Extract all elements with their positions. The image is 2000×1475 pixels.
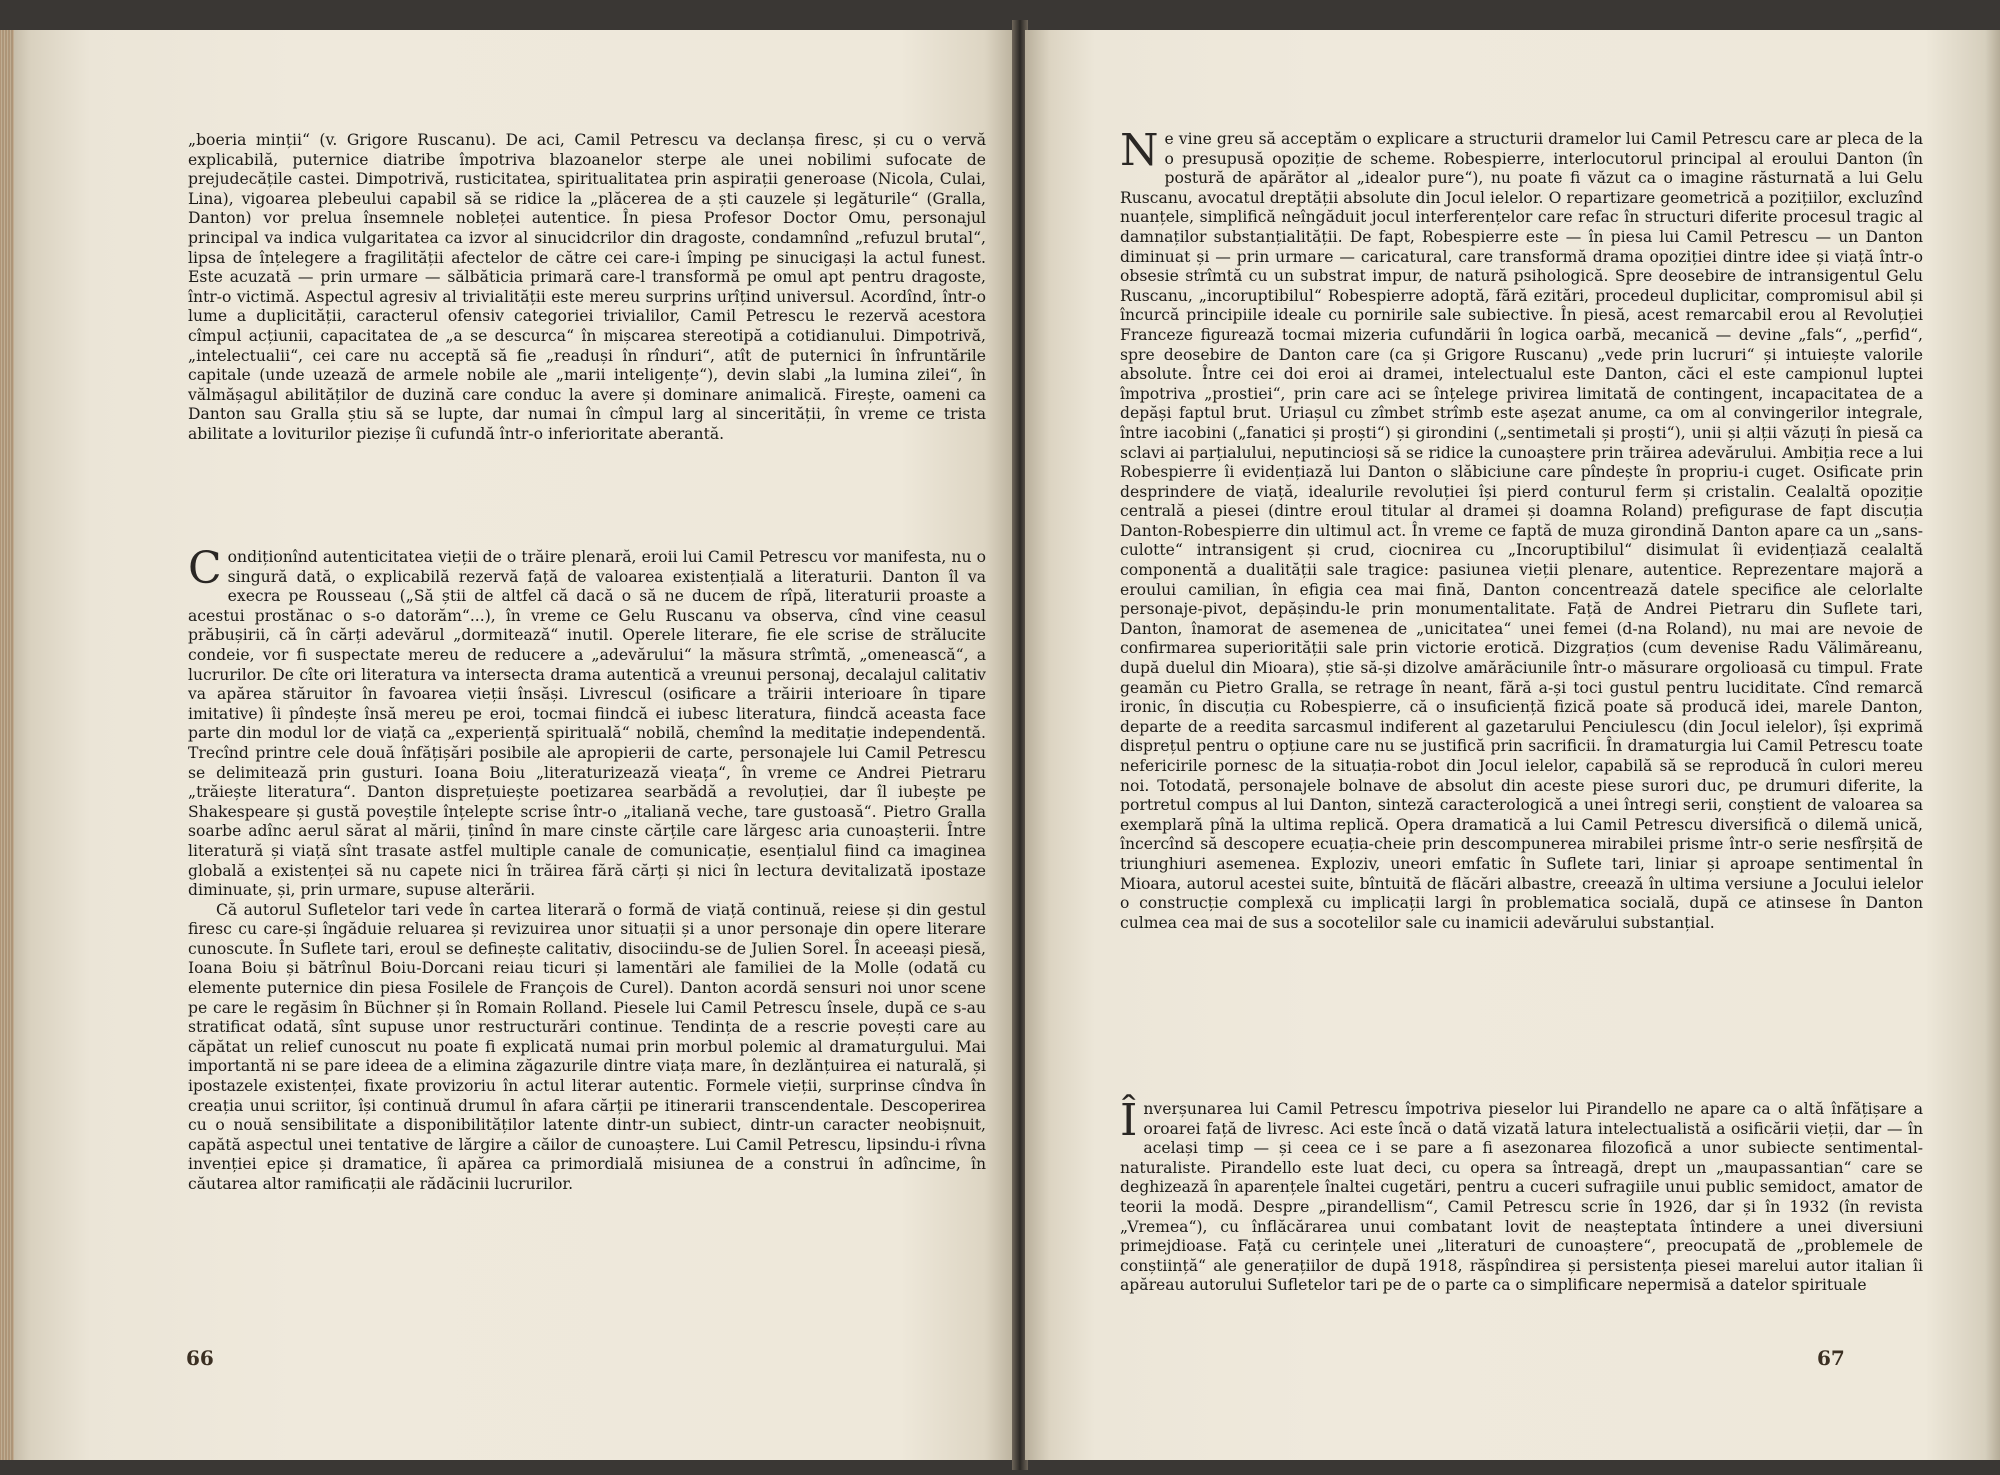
left-paragraph-2 — [188, 543, 986, 901]
right-paragraph-1 — [1120, 125, 1923, 933]
left-text-block-1 — [188, 131, 986, 445]
drop-cap-c: C — [188, 543, 222, 594]
right-text-block-2 — [1120, 1095, 1923, 1296]
right-page — [1025, 30, 2000, 1460]
right-paragraph-2 — [1120, 1095, 1923, 1296]
right-text-block-1 — [1120, 125, 1923, 933]
drop-cap-i: Î — [1120, 1095, 1138, 1146]
right-paragraph-2-text: nverșunarea lui Camil Petrescu împotriva pieselor lui Pirandello ne apare ca o altă înfățișare a oroarei față de livresc. Aci este încă o dată vizată latura intelectualistă a osificării vieții, dar — în același timp — și ceea ce i se pare a fi asezonarea filozofică a unor subiecte sentimental-naturaliste. Pirandello este luat deci, cu opera sa întreagă, drept un „maupassantian“ care se deghizează în aparențele înaltei cugetări, pentru a cuceri sufragiile unui public semidoct, amator de teorii la modă. Despre „pirandellism“, Camil Petrescu scrie în 1926, dar și în 1932 (în revista „Vremea“), cu înflăcărarea unui combatant lovit de neașteptata întindere a unei diversiuni primejdioase. Față cu cerințele unei „literaturi de cunoaștere“, preocupată de „problemele de conștiință“ ale generațiilor de după 1918, răspîndirea și persistența piesei marelui autor italian îi apăreau autorului Sufletelor tari pe de o parte ca o simplificare nepermisă a datelor spirituale — [1120, 1100, 1923, 1295]
left-paragraph-2-text: ondiționînd autenticitatea vieții de o trăire plenară, eroii lui Camil Petrescu vor manifesta, nu o singură dată, o explicabilă rezervă față de valoarea existențială a literaturii. Danton îl va execra pe Rousseau („Să știi de altfel că dacă o să ne ducem de rîpă, literaturii proaste a acestui prostănac o s-o datorăm“...), în vreme ce Gelu Ruscanu va observa, cînd vine ceasul prăbușirii, că în cărți adevărul „dormitează“ inutil. Operele literare, fie ele scrise de strălucite condeie, vor fi suspectate mereu de reducere a „adevărului“ la măsura strîmtă, „omenească“, a lucrurilor. De cîte ori literatura va intersecta drama autentică a vreunui personaj, decalajul calitativ va apărea stăruitor în favoarea vieții însăși. Livrescul (osificare a trăirii interioare în tipare imitative) îi pîndește însă mereu pe eroi, tocmai fiindcă ei iubesc literatura, fiindcă aceasta face parte din modul lor de viață ca „experiență spirituală“ nobilă, chemînd la meditație independentă. Trecînd printre cele două înfățișări posibile ale apropierii de carte, personajele lui Camil Petrescu se delimitează prin gusturi. Ioana Boiu „literaturizează vieața“, în vreme ce Andrei Pietraru „trăiește literatura“. Danton disprețuiește poetizarea searbădă a revoluției, dar îl iubește pe Shakespeare și gustă poveștile înțelepte scrise într-o „italiană veche, tare gustoasă“. Pietro Gralla soarbe adînc aerul sărat al mării, ținînd în mare cinste cărțile care lărgesc aria cunoașterii. Între literatură și viață sînt trasate astfel multiple canale de comunicație, esențialul fiind ca imaginea globală a existenței să nu capete nici în trăirea fără cărți și nici în lectura devitalizată ipostaze diminuate, și, prin urmare, supuse alterării. — [188, 548, 986, 900]
left-text-block-2 — [188, 543, 986, 1195]
right-paragraph-1-text: e vine greu să acceptăm o explicare a structurii dramelor lui Camil Petrescu care ar pleca de la o presupusă opoziție de scheme. Robespierre, interlocutorul principal al eroului Danton (în postură de apărător al „idealor pure“), nu poate fi văzut ca o imagine răsturnată a lui Gelu Ruscanu, avocatul dreptății absolute din Jocul ielelor. O repartizare geometrică a pozițiilor, excluzînd nuanțele, simplifică neîngăduit jocul interferențelor care refac în structuri diferite procesul tragic al damnaților substanțialității. De fapt, Robespierre este — în piesa lui Camil Petrescu — un Danton diminuat și — prin urmare — caricatural, care transformă drama opoziției dintre idee și viață într-o obsesie strîmtă cu un substrat impur, de natură psihologică. Spre deosebire de intransigentul Gelu Ruscanu, „incoruptibilul“ Robespierre adoptă, fără ezitări, procedeul duplicitar, compromisul abil și încurcă principiile ideale cu pornirile sale subiective. În piesă, acest remarcabil erou al Revoluției Franceze figurează tocmai mizeria cufundării în logica oarbă, mecanică — devine „fals“, „perfid“, spre deosebire de Danton care (ca și Grigore Ruscanu) „vede prin lucruri“ și intuiește valorile absolute. Între cei doi eroi ai dramei, intelectualul este Danton, căci el este campionul luptei împotriva „prostiei“, prin care aci se înțelege privirea limitată de contingent, incapacitatea de a depăși faptul brut. Uriașul cu zîmbet strîmb este așezat anume, ca om al convingerilor integrale, între iacobini („fanatici și proști“) și girondini („sentimetali și proști“), unii și alții văzuți în piesă ca sclavi ai parțialului, neputincioși să se ridice la cunoaștere prin trăirea adevărului. Ambiția rece a lui Robespierre îi evidențiază lui Danton o slăbiciune care pîndește în propriu-i cuget. Osificate prin desprindere de viață, idealurile revoluției își pierd conturul ferm și cristalin. Cealaltă opoziție centrală a piesei (dintre eroul titular al dramei și doamna Roland) prefigurase de fapt discuția Danton-Robespierre din ultimul act. În vreme ce faptă de muza girondină Danton apare ca un „sans-culotte“ intransigent și crud, ciocnirea cu „Incoruptibilul“ disimulat îi evidențiază cealaltă componentă a dualității sale tragice: pasiunea vieții plenare, autentice. Reprezentare majoră a eroului camilian, în efigia cea mai fină, Danton concentrează datele specifice ale celorlalte personaje-pivot, depășindu-le prin monumentalitate. Față de Andrei Pietraru din Suflete tari, Danton, înamorat de asemenea de „unicitatea“ unei femei (d-na Roland), nu mai are nevoie de confirmarea superiorității sale prin victorie erotică. Dizgrațios (cum devenise Radu Vălimăreanu, după duelul din Mioara), știe să-și dizolve amărăciunile într-o măsurare orgolioasă cu timpul. Frate geamăn cu Pietro Gralla, se retrage în neant, fără a-și toci gustul pentru luciditate. Cînd remarcă ironic, în discuția cu Robespierre, că o insuficiență fizică poate să producă idei, marele Danton, departe de a reedita sarcasmul indiferent al gazetarului Penciulescu (din Jocul ielelor), își exprimă disprețul pentru o opțiune care nu se justifică prin sacrificii. În dramaturgia lui Camil Petrescu toate nefericirile pornesc de la situația-robot din Jocul ielelor, capabilă să se reproducă în culori mereu noi. Totodată, personajele bolnave de absolut din aceste piese surori duc, pe drumuri diferite, la portretul compus al lui Danton, sinteză caracterologică a unei întregi serii, conștient de valoarea sa exemplară pînă la ultima replică. Opera dramatică a lui Camil Petrescu diversifică o dilemă unică, încercînd să descopere ecuația-cheie prin descompunerea mirabilei prisme într-o serie nesfîrșită de triunghiuri asemenea. Exploziv, uneori emfatic în Suflete tari, liniar și aproape sentimental în Mioara, autorul acestei suite, bîntuită de flăcări albastre, creează în ultima versiune a Jocului ielelor o construcție complexă cu implicații largi în problematica socială, după ce atinsese în Danton culmea cea mai de sus a socotelilor sale cu inamicii adevărului substanțial. — [1120, 130, 1923, 932]
page-number-right: 67 — [1817, 1346, 1845, 1370]
page-number-left: 66 — [186, 1346, 214, 1370]
drop-cap-n: N — [1120, 125, 1159, 176]
page-edge-stack — [0, 30, 14, 1460]
left-paragraph-1: „boeria minții“ (v. Grigore Ruscanu). De aci, Camil Petrescu va declanșa firesc, și cu o vervă explicabilă, puternice diatribe împotriva blazoanelor sterpe ale unei nobilimi sufocate de prejudecățile castei. Dimpotrivă, rusticitatea, spiritualitatea prin aspirații generoase (Nicola, Culai, Lina), vigoarea plebeului capabil să se ridice la „plăcerea de a ști cauzele și legăturile“ (Gralla, Danton) vor prelua însemnele nobleței autentice. În piesa Profesor Doctor Omu, personajul principal va indica vulgaritatea ca izvor al sinucidcrilor din dragoste, condamnînd „refuzul brutal“, lipsa de înțelegere a fragilității afectelor de către cei care-i împing pe sinucigași la actul funest. Este acuzată — prin urmare — sălbăticia primară care-l transformă pe omul apt pentru dragoste, într-o victimă. Aspectul agresiv al trivialității este mereu surprins urîțind universul. Acordînd, într-o lume a duplicității, caracterul ofensiv categoriei trivialilor, Camil Petrescu le rezervă acestora cîmpul acțiunii, capacitatea de „a se descurca“ în mișcarea stereotipă a cotidianului. Dimpotrivă, „intelectualii“, cei care nu acceptă să fie „readuși în rînduri“, atît de puternici în înfruntările capitale (unde uzează de armele nobile ale „marii inteligențe“), devin slabi „la lumina zilei“, în vălmășagul abilităților de duzină care conduc la avere și dominare animalică. Firește, oameni ca Danton sau Gralla știu să se lupte, dar numai în cîmpul larg al sincerității, în vreme ce trista abilitate a loviturilor piezișe îi cufundă într-o inferioritate aberantă. — [188, 131, 986, 443]
left-paragraph-3: Că autorul Sufletelor tari vede în cartea literară o formă de viață continuă, reiese și din gestul firesc cu care-și îngăduie reluarea și revizuirea unor situații și a unor personaje din opere literare cunoscute. În Suflete tari, eroul se definește calitativ, disociindu-se de Julien Sorel. În aceeași piesă, Ioana Boiu și bătrînul Boiu-Dorcani reiau ticuri și lamentări ale familiei de la Molle (odată cu elemente puternice din piesa Fosilele de François de Curel). Danton acordă sensuri noi unor scene pe care le regăsim în Büchner și în Romain Rolland. Piesele lui Camil Petrescu însele, după ce s-au stratificat odată, sînt supuse unor restructurări continue. Tendința de a rescrie povești care au căpătat un relief cunoscut nu poate fi explicată numai prin morbul polemic al dramaturgului. Mai importantă ni se pare ideea de a elimina zăgazurile dintre viața mare, în dezlănțuirea ei naturală, și ipostazele existenței, fixate provizoriu în actul literar autentic. Formele vieții, surprinse cîndva în creația unui scriitor, își continuă drumul în afara cărții pe itinerarii transcendentale. Descoperirea cu o nouă sensibilitate a disponibilităților latente dintr-un subiect, dintr-un caracter neobișnuit, capătă aspectul unei tentative de lărgire a căilor de cunoaștere. Lui Camil Petrescu, lipsindu-i rîvna invenției epice și dramatice, îi apărea ca primordială misiunea de a construi în adîncime, în căutarea altor ramificații ale rădăcinii lucrurilor. — [188, 900, 986, 1193]
left-page — [0, 30, 1015, 1460]
